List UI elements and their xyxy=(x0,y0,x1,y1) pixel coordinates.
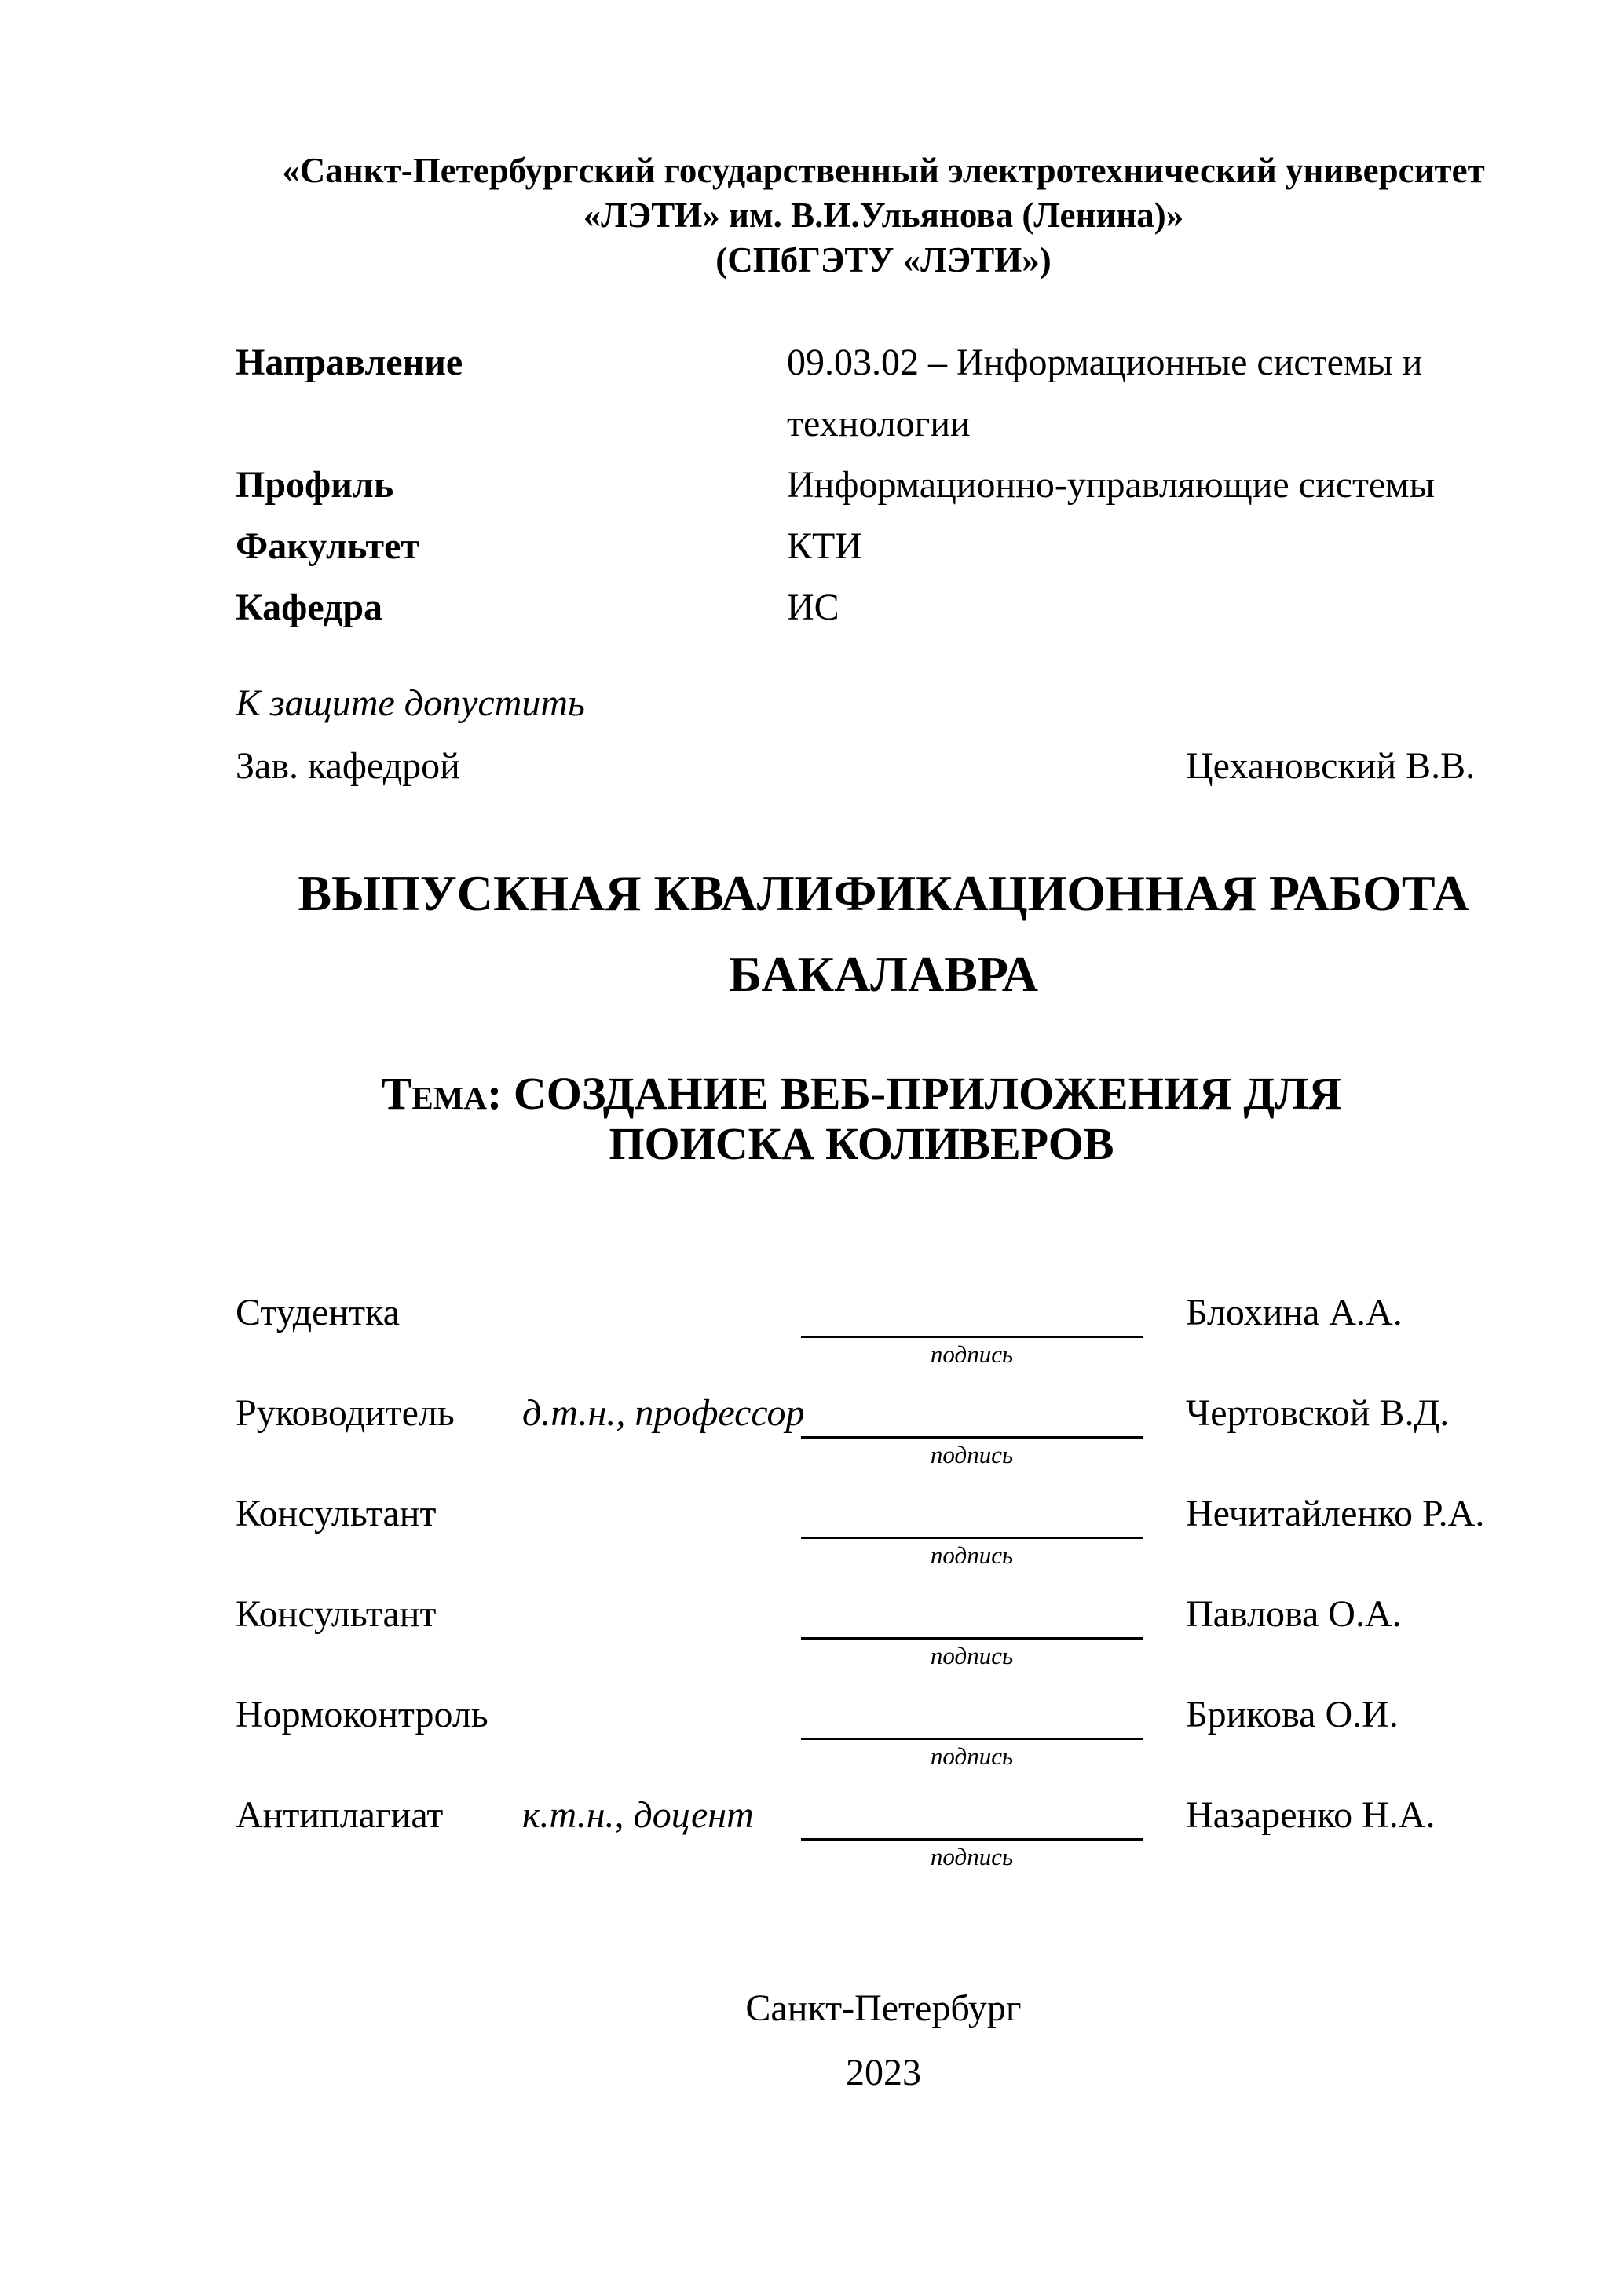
signature-caption: подпись xyxy=(930,1742,1014,1770)
signature-role: Нормоконтроль xyxy=(236,1694,488,1735)
signature-name: Блохина А.А. xyxy=(1186,1292,1403,1333)
signature-table xyxy=(236,1291,1586,1894)
field-value: 09.03.02 – Информационные системы и технологии xyxy=(787,342,1423,444)
field-label: Факультет xyxy=(236,525,419,567)
footer-year: 2023 xyxy=(846,2052,921,2093)
footer xyxy=(236,1976,1531,2105)
field-faculty xyxy=(236,516,1539,577)
work-title-line: ВЫПУСКНАЯ КВАЛИФИКАЦИОННАЯ РАБОТА xyxy=(298,865,1469,921)
signature-caption: подпись xyxy=(930,1441,1014,1468)
signature-line xyxy=(801,1291,1143,1338)
signature-name: Павлова О.А. xyxy=(1186,1593,1402,1635)
admission-note: К защите допустить xyxy=(236,682,585,724)
signature-degree: к.т.н., доцент xyxy=(522,1794,754,1836)
head-of-department-label: Зав. кафедрой xyxy=(236,745,460,787)
signature-line xyxy=(801,1793,1143,1841)
signature-line xyxy=(801,1492,1143,1539)
university-abbreviation-line: (СПбГЭТУ «ЛЭТИ») xyxy=(715,240,1052,280)
field-value: КТИ xyxy=(787,525,862,567)
signature-caption: подпись xyxy=(930,1541,1014,1569)
field-label: Направление xyxy=(236,342,463,383)
signature-line xyxy=(801,1693,1143,1740)
work-title xyxy=(236,853,1531,1015)
university-name-line: «Санкт-Петербургский государственный электротехнический университет xyxy=(282,151,1485,190)
signature-row-consultant-1 xyxy=(236,1492,1586,1592)
approver-name: Цехановский В.В. xyxy=(1186,745,1476,787)
signature-role: Руководитель xyxy=(236,1392,455,1434)
signature-line xyxy=(801,1592,1143,1640)
field-value: Информационно-управляющие системы xyxy=(787,464,1435,506)
work-title-line: БАКАЛАВРА xyxy=(728,946,1039,1002)
signature-name: Назаренко Н.А. xyxy=(1186,1794,1436,1836)
signature-role: Антиплагиат xyxy=(236,1794,444,1836)
field-profile xyxy=(236,455,1539,516)
theme-label: Тема: xyxy=(381,1068,503,1119)
field-label: Профиль xyxy=(236,464,394,506)
signature-caption: подпись xyxy=(930,1843,1014,1870)
university-header xyxy=(236,148,1531,283)
field-department xyxy=(236,577,1539,638)
signature-caption: подпись xyxy=(930,1642,1014,1669)
signature-line xyxy=(801,1391,1143,1439)
theme-text: СОЗДАНИЕ ВЕБ-ПРИЛОЖЕНИЯ ДЛЯ ПОИСКА КОЛИВЕРОВ xyxy=(513,1068,1342,1169)
signature-name: Чертовской В.Д. xyxy=(1186,1392,1450,1434)
signature-role: Студентка xyxy=(236,1292,400,1333)
signature-role: Консультант xyxy=(236,1593,437,1635)
signature-degree: д.т.н., профессор xyxy=(522,1392,805,1434)
university-name-line: «ЛЭТИ» им. В.И.Ульянова (Ленина)» xyxy=(583,196,1184,235)
signature-row-student xyxy=(236,1291,1586,1391)
approval-row xyxy=(236,744,1571,799)
thesis-theme xyxy=(288,1069,1435,1169)
signature-name: Нечитайленко Р.А. xyxy=(1186,1493,1485,1534)
signature-row-consultant-2 xyxy=(236,1592,1586,1693)
signature-name: Брикова О.И. xyxy=(1186,1694,1399,1735)
signature-row-antiplagiarism xyxy=(236,1793,1586,1894)
signature-role: Консультант xyxy=(236,1493,437,1534)
field-direction xyxy=(236,332,1539,455)
program-meta xyxy=(236,332,1539,638)
field-value: ИС xyxy=(787,587,839,628)
signature-row-supervisor xyxy=(236,1391,1586,1492)
footer-city: Санкт-Петербург xyxy=(745,1987,1022,2029)
field-label: Кафедра xyxy=(236,587,383,628)
signature-row-normcontrol xyxy=(236,1693,1586,1793)
signature-caption: подпись xyxy=(930,1340,1014,1368)
